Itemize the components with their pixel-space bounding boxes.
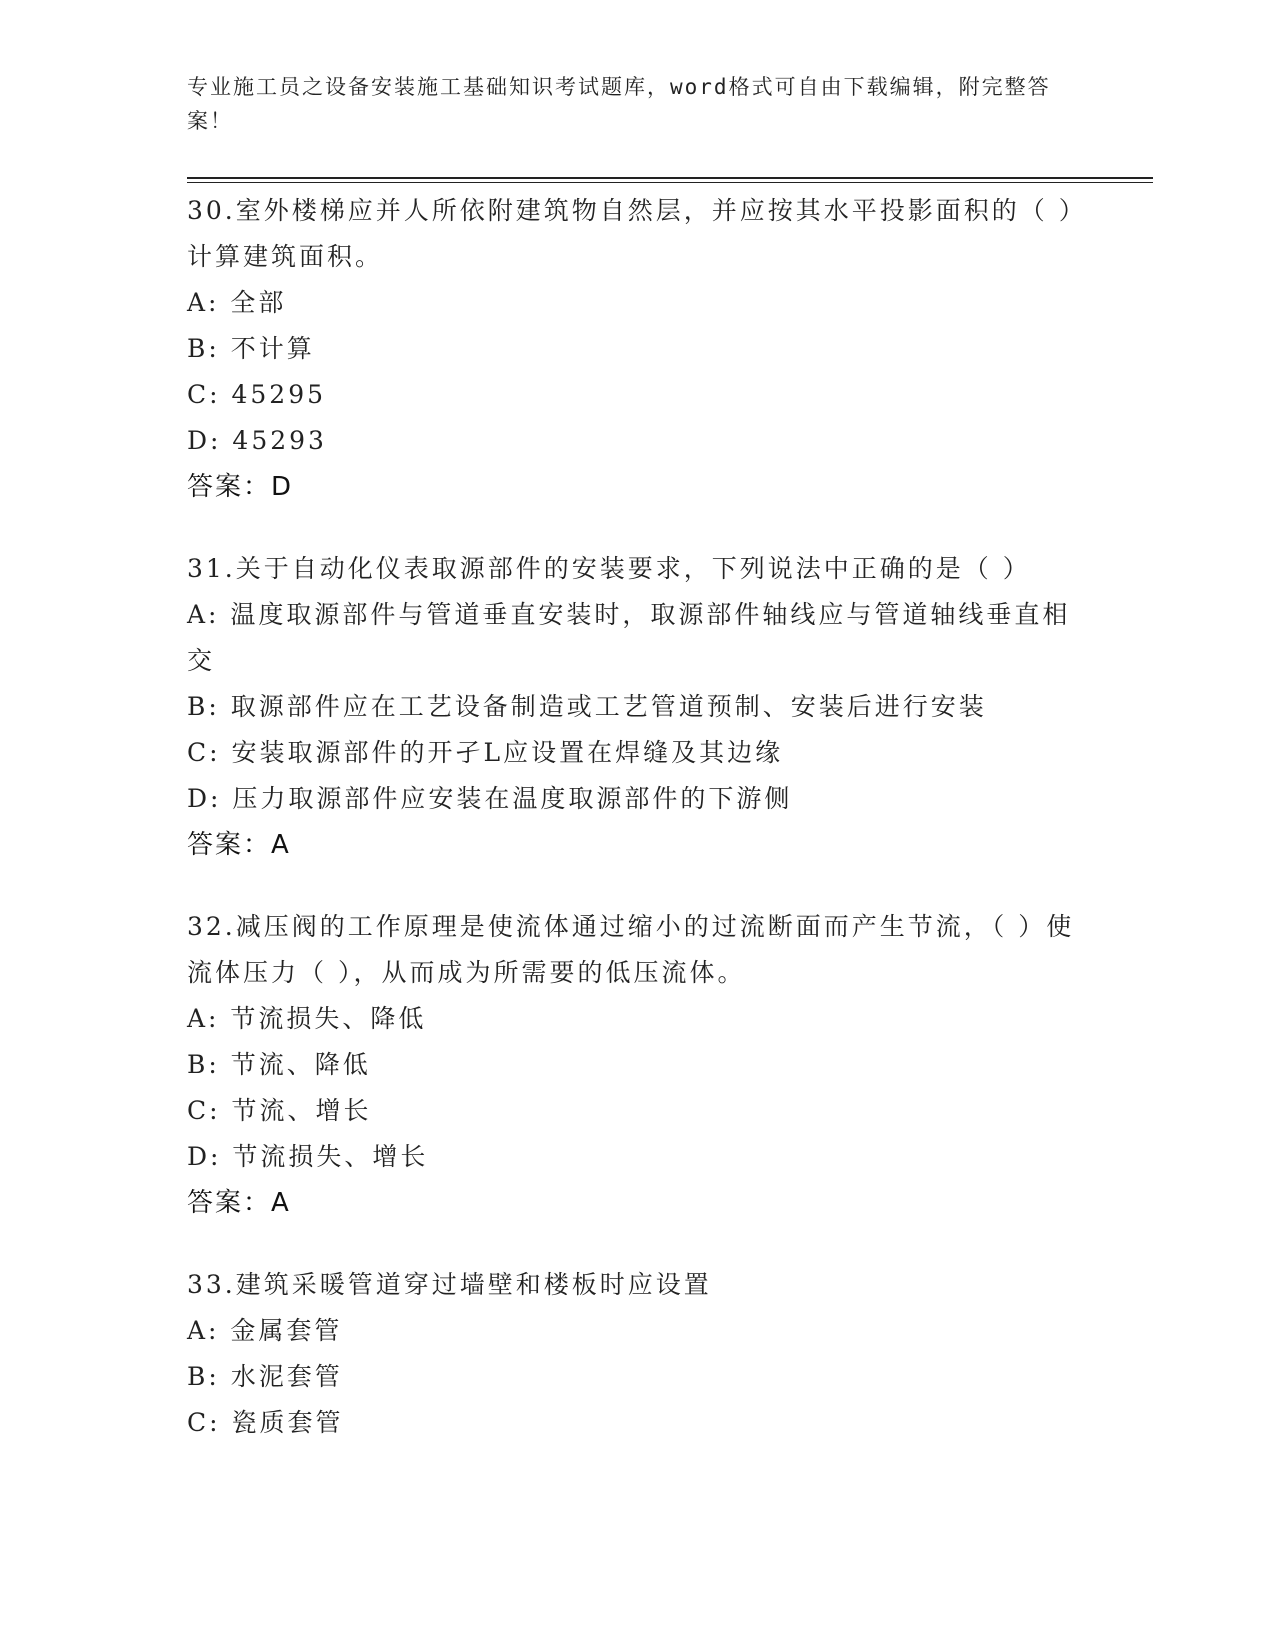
question-stem: 30.室外楼梯应并人所依附建筑物自然层，并应按其水平投影面积的（ ）计算建筑面积。 (187, 196, 1087, 271)
option-c: C: 瓷质套管 (187, 1408, 344, 1437)
answer-label: 答案：A (187, 1188, 291, 1218)
option-d: D: 45293 (187, 426, 327, 455)
option-b: B: 节流、降低 (187, 1050, 371, 1079)
option-a: A: 全部 (187, 288, 287, 317)
option-b: B: 取源部件应在工艺设备制造或工艺管道预制、安装后进行安装 (187, 692, 987, 721)
option-c: C: 安装取源部件的开孑L应设置在焊缝及其边缘 (187, 738, 784, 767)
question-31 (187, 546, 1087, 868)
option-b: B: 不计算 (187, 334, 315, 363)
question-32 (187, 904, 1087, 1226)
question-33 (187, 1262, 1087, 1446)
question-stem: 32.减压阀的工作原理是使流体通过缩小的过流断面而产生节流，（ ）使流体压力（ ），从而成为所需要的低压流体。 (187, 912, 1075, 987)
answer-label: 答案：A (187, 830, 291, 860)
option-d: D: 压力取源部件应安装在温度取源部件的下游侧 (187, 784, 793, 813)
option-c: C: 45295 (187, 380, 327, 409)
header-divider-thin (187, 182, 1153, 183)
option-a: A: 温度取源部件与管道垂直安装时，取源部件轴线应与管道轴线垂直相交 (187, 600, 1071, 675)
option-a: A: 节流损失、降低 (187, 1004, 427, 1033)
question-list (187, 188, 1087, 1482)
option-a: A: 金属套管 (187, 1316, 343, 1345)
question-stem: 33.建筑采暖管道穿过墙壁和楼板时应设置 (187, 1270, 712, 1299)
option-c: C: 节流、增长 (187, 1096, 372, 1125)
question-stem: 31.关于自动化仪表取源部件的安装要求，下列说法中正确的是（ ） (187, 554, 1031, 583)
header-divider-thick (187, 177, 1153, 179)
question-30 (187, 188, 1087, 510)
document-header: 专业施工员之设备安装施工基础知识考试题库，word格式可自由下载编辑，附完整答案！ (187, 75, 1051, 133)
option-d: D: 节流损失、增长 (187, 1142, 429, 1171)
option-b: B: 水泥套管 (187, 1362, 343, 1391)
answer-label: 答案：D (187, 472, 294, 502)
